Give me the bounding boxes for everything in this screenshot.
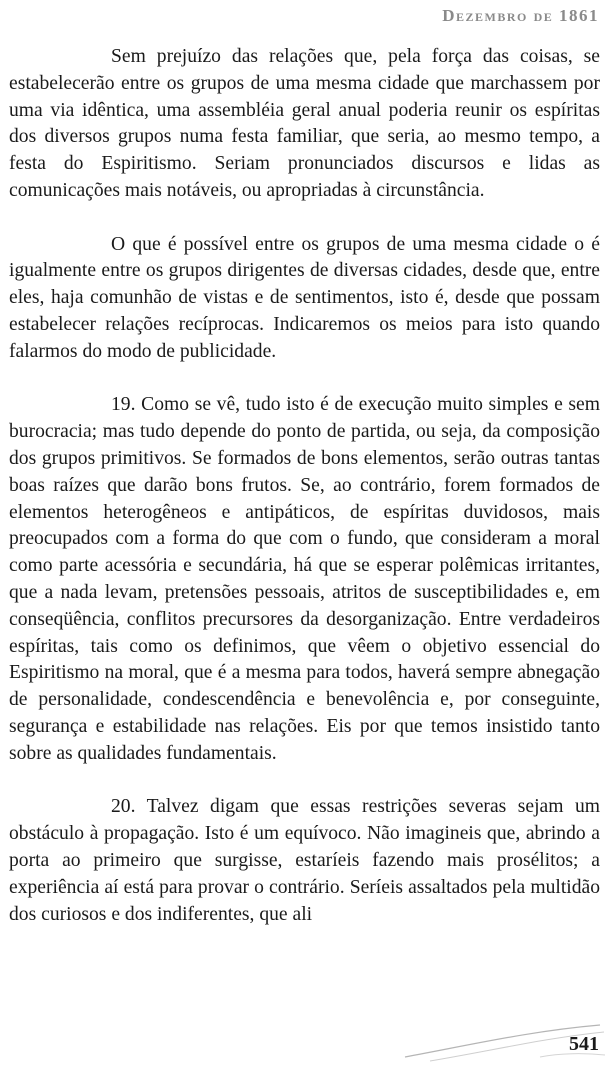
paragraph: O que é possível entre os grupos de uma mesma cidade o é igualmente entre os grupos dirigentes de diversas cidades, desde que, entre eles, haja comunhão de vistas e de sentimentos, isto é, desde que possam estabelecer relações recíprocas. Indicaremos os meios para isto quando falarmos do modo de publicidade.: [9, 233, 600, 362]
footer-swoosh-ornament: [0, 1005, 607, 1067]
paragraph: 19. Como se vê, tudo isto é de execução muito simples e sem burocracia; mas tudo depende do ponto de partida, ou seja, da composição dos grupos primitivos. Se formados de bons elementos, serão outras tantas boas raízes que darão bons frutos. Se, ao contrário, forem formados de elementos heterogêneos e antipáticos, de espíritas duvidosos, mais preocupados com a forma do que com o fundo, que consideram a moral como parte acessória e secundária, há que se esperar polêmicas irritantes, que a nada levam, pretensões pessoais, atritos de susceptibilidades e, em conseqüência, conflitos precursores da desorganização. Entre verdadeiros espíritas, tais como os definimos, que vêem o objetivo essencial do Espiritismo na moral, que é a mesma para todos, haverá sempre abnegação de personalidade, condescendência e benevolência e, por conseguinte, segurança e estabilidade nas relações. Eis por que temos insistido tanto sobre as qualidades fundamentais.: [9, 394, 600, 764]
paragraph: Sem prejuízo das relações que, pela força das coisas, se estabelecerão entre os grupos de uma mesma cidade que marchassem por uma via idêntica, uma assembléia geral anual poderia reunir os espíritas dos diversos grupos numa festa familiar, que seria, ao mesmo tempo, a festa do Espiritismo. Seriam pronunciados discursos e lidas as comunicações mais notáveis, ou apropriadas à circunstância.: [9, 46, 600, 201]
running-header: Dezembro de 1861: [442, 6, 599, 25]
page-number: 541: [569, 1033, 599, 1055]
page-footer: [0, 1005, 607, 1067]
paragraph: 20. Talvez digam que essas restrições severas sejam um obstáculo à propagação. Isto é um equívoco. Não imagineis que, abrindo a porta ao primeiro que surgisse, estaríeis fazendo mais prosélitos; a experiência aí está para provar o contrário. Seríeis assaltados pela multidão dos curiosos e dos indiferentes, que ali: [9, 796, 600, 925]
page-body: [9, 44, 600, 928]
